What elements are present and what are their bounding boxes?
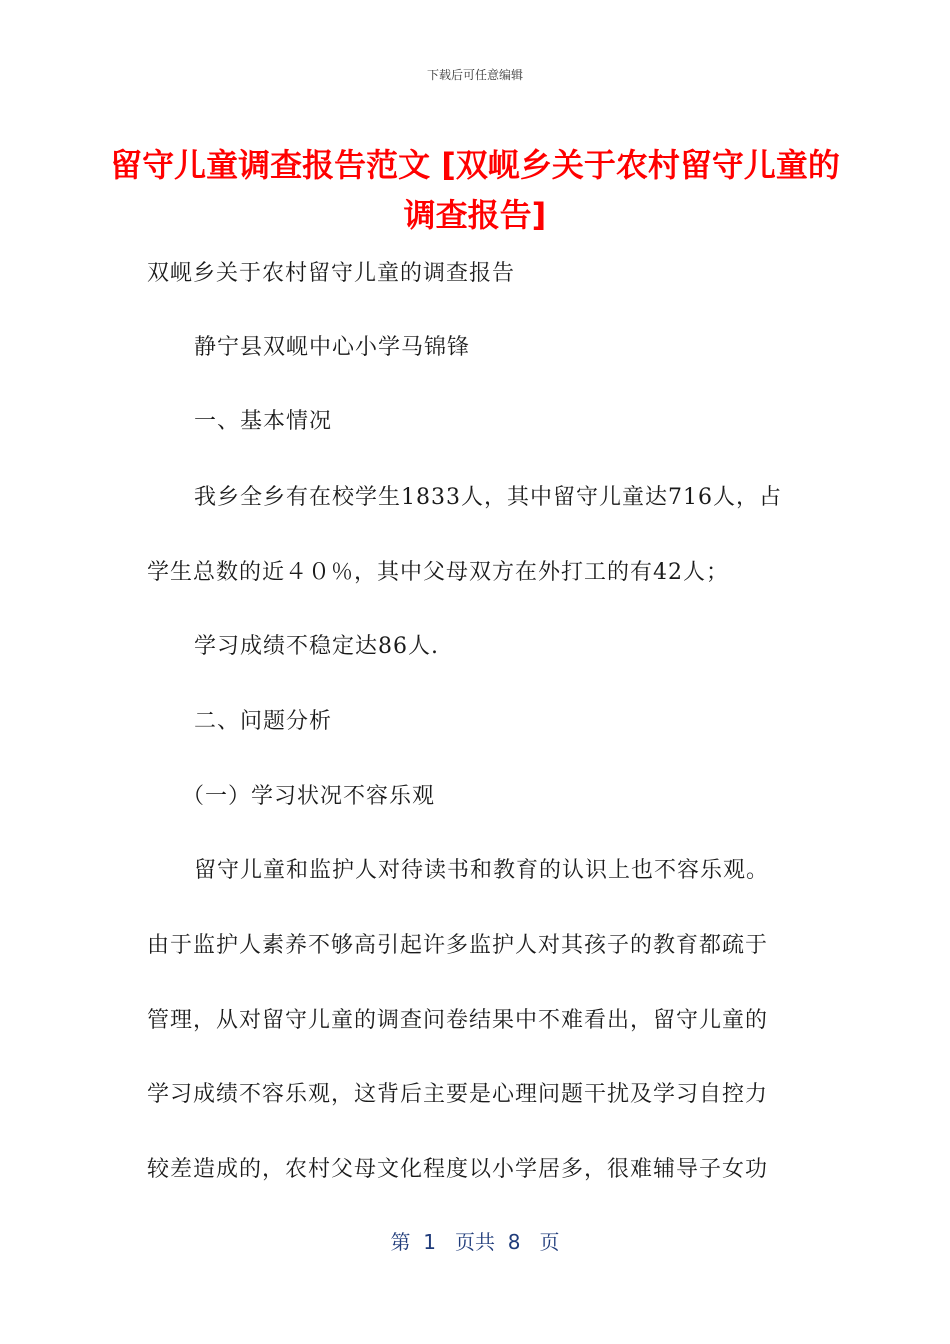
section-heading-basic: 一、基本情况 <box>194 409 333 434</box>
paragraph-line: 较差造成的，农村父母文化程度以小学居多，很难辅导子女功 <box>147 1157 769 1182</box>
paragraph-line: 我乡全乡有在校学生1833人，其中留守儿童达716人，占 <box>194 485 782 510</box>
report-subtitle: 双岘乡关于农村留守儿童的调查报告 <box>147 261 516 286</box>
subsection-heading: （一）学习状况不容乐观 <box>182 784 436 809</box>
author-line: 静宁县双岘中心小学马锦锋 <box>194 335 471 360</box>
document-title: 留守儿童调查报告范文 [双岘乡关于农村留守儿童的调查报告] <box>110 146 840 234</box>
paragraph-line: 管理，从对留守儿童的调查问卷结果中不难看出，留守儿童的 <box>147 1008 769 1033</box>
paragraph-line: 由于监护人素养不够高引起许多监护人对其孩子的教育都疏于 <box>147 933 769 958</box>
paragraph-line: 留守儿童和监护人对待读书和教育的认识上也不容乐观。 <box>194 858 770 883</box>
paragraph-line: 学生总数的近４０％，其中父母双方在外打工的有42人； <box>147 560 729 585</box>
header-note: 下载后可任意编辑 <box>426 68 523 82</box>
paragraph-line: 学习成绩不稳定达86人. <box>194 634 439 659</box>
section-heading-analysis: 二、问题分析 <box>194 709 333 734</box>
page-footer: 第 1 页共 8 页 <box>390 1230 560 1254</box>
paragraph-line: 学习成绩不容乐观，这背后主要是心理问题干扰及学习自控力 <box>147 1082 769 1107</box>
